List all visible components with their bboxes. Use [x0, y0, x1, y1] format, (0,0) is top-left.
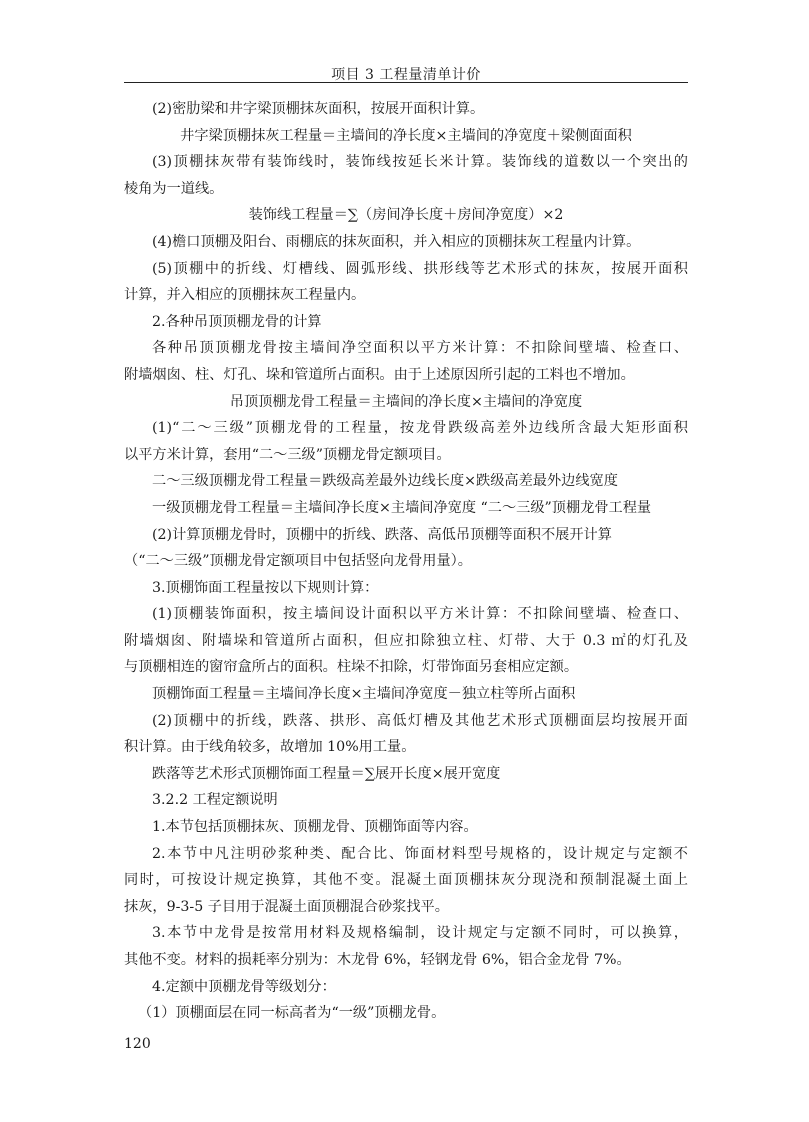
text-line: (2)顶棚中的折线，跌落、拱形、高低灯槽及其他艺术形式顶棚面层均按展开面 [152, 712, 688, 729]
text-line: (4)檐口顶棚及阳台、雨棚底的抹灰面积，并入相应的顶棚抹灰工程量内计算。 [152, 233, 641, 250]
text-line: （“二～三级”顶棚龙骨定额项目中包括竖向龙骨用量）。 [124, 553, 472, 570]
text-line: 以平方米计算，套用“二～三级”顶棚龙骨定额项目。 [124, 446, 451, 463]
text-line: (2)密肋梁和井字梁顶棚抹灰面积，按展开面积计算。 [152, 101, 485, 117]
text-line: 附墙烟囱、柱、灯孔、垛和管道所占面积。由于上述原因所引起的工料也不增加。 [124, 366, 635, 383]
text-line: (1)“二～三级”顶棚龙骨的工程量，按龙骨跌级高差外边线所含最大矩形面积 [152, 420, 688, 437]
text-line: （1）顶棚面层在同一标高者为“一级”顶棚龙骨。 [138, 1005, 446, 1022]
text-line: 3.顶棚饰面工程量按以下规则计算： [152, 579, 379, 596]
text-line: 装饰线工程量＝∑（房间净长度＋房间净宽度）×2 [248, 207, 564, 224]
text-line: 井字梁顶棚抹灰工程量＝主墙间的净长度×主墙间的净宽度＋梁侧面面积 [180, 127, 632, 144]
header-rule [124, 82, 688, 83]
text-line: 棱角为一道线。 [124, 180, 224, 197]
text-line: 吊顶顶棚龙骨工程量＝主墙间的净长度×主墙间的净宽度 [229, 393, 583, 410]
text-line: 与顶棚相连的窗帘盒所占的面积。柱垛不扣除，灯带饰面另套相应定额。 [124, 659, 579, 676]
text-line: 二～三级顶棚龙骨工程量＝跌级高差最外边线长度×跌级高差最外边线宽度 [152, 473, 618, 490]
text-line: 计算，并入相应的顶棚抹灰工程量内。 [124, 287, 366, 304]
text-line: (5)顶棚中的折线、灯槽线、圆弧形线、拱形线等艺术形式的抹灰，按展开面积 [152, 260, 688, 277]
page-body [124, 96, 688, 1027]
text-line: 各种吊顶顶棚龙骨按主墙间净空面积以平方米计算：不扣除间壁墙、检查口、 [152, 340, 688, 357]
text-line: 3.本节中龙骨是按常用材料及规格编制，设计规定与定额不同时，可以换算， [152, 925, 688, 942]
text-line: 积计算。由于线角较多，故增加 10%用工量。 [124, 739, 416, 756]
text-line: (2)计算顶棚龙骨时，顶棚中的折线、跌落、高低吊顶棚等面积不展开计算 [152, 526, 612, 543]
text-line: 1.本节包括顶棚抹灰、顶棚龙骨、顶棚饰面等内容。 [152, 819, 478, 836]
text-line: (1)顶棚装饰面积，按主墙间设计面积以平方米计算：不扣除间壁墙、检查口、 [152, 606, 688, 623]
text-line: 跌落等艺术形式顶棚饰面工程量＝∑展开长度×展开宽度 [152, 765, 501, 782]
text-line: (3)顶棚抹灰带有装饰线时，装饰线按延长米计算。装饰线的道数以一个突出的 [152, 154, 688, 171]
text-line: 4.定额中顶棚龙骨等级划分： [152, 978, 336, 995]
text-line: 同时，可按设计规定换算，其他不变。混凝土面顶棚抹灰分现浇和预制混凝土面上 [124, 872, 688, 889]
text-line: 顶棚饰面工程量＝主墙间净长度×主墙间净宽度－独立柱等所占面积 [152, 686, 576, 703]
page-number: 120 [124, 1036, 151, 1052]
text-line: 抹灰，9-3-5 子目用于混凝土面顶棚混合砂浆找平。 [124, 898, 449, 915]
text-line: 其他不变。材料的损耗率分别为：木龙骨 6%，轻钢龙骨 6%，铝合金龙骨 7%。 [124, 952, 631, 968]
running-header: 项目 3 工程量清单计价 [331, 67, 481, 83]
text-line: 2.各种吊顶顶棚龙骨的计算 [152, 313, 322, 330]
text-line: 一级顶棚龙骨工程量＝主墙间净长度×主墙间净宽度 “二～三级”顶棚龙骨工程量 [152, 499, 652, 516]
text-line: 2.本节中凡注明砂浆种类、配合比、饰面材料型号规格的，设计规定与定额不 [152, 845, 688, 862]
text-line: 附墙烟囱、附墙垛和管道所占面积，但应扣除独立柱、灯带、大于 0.3 ㎡的灯孔及 [124, 632, 688, 649]
text-line: 3.2.2 工程定额说明 [152, 792, 278, 809]
